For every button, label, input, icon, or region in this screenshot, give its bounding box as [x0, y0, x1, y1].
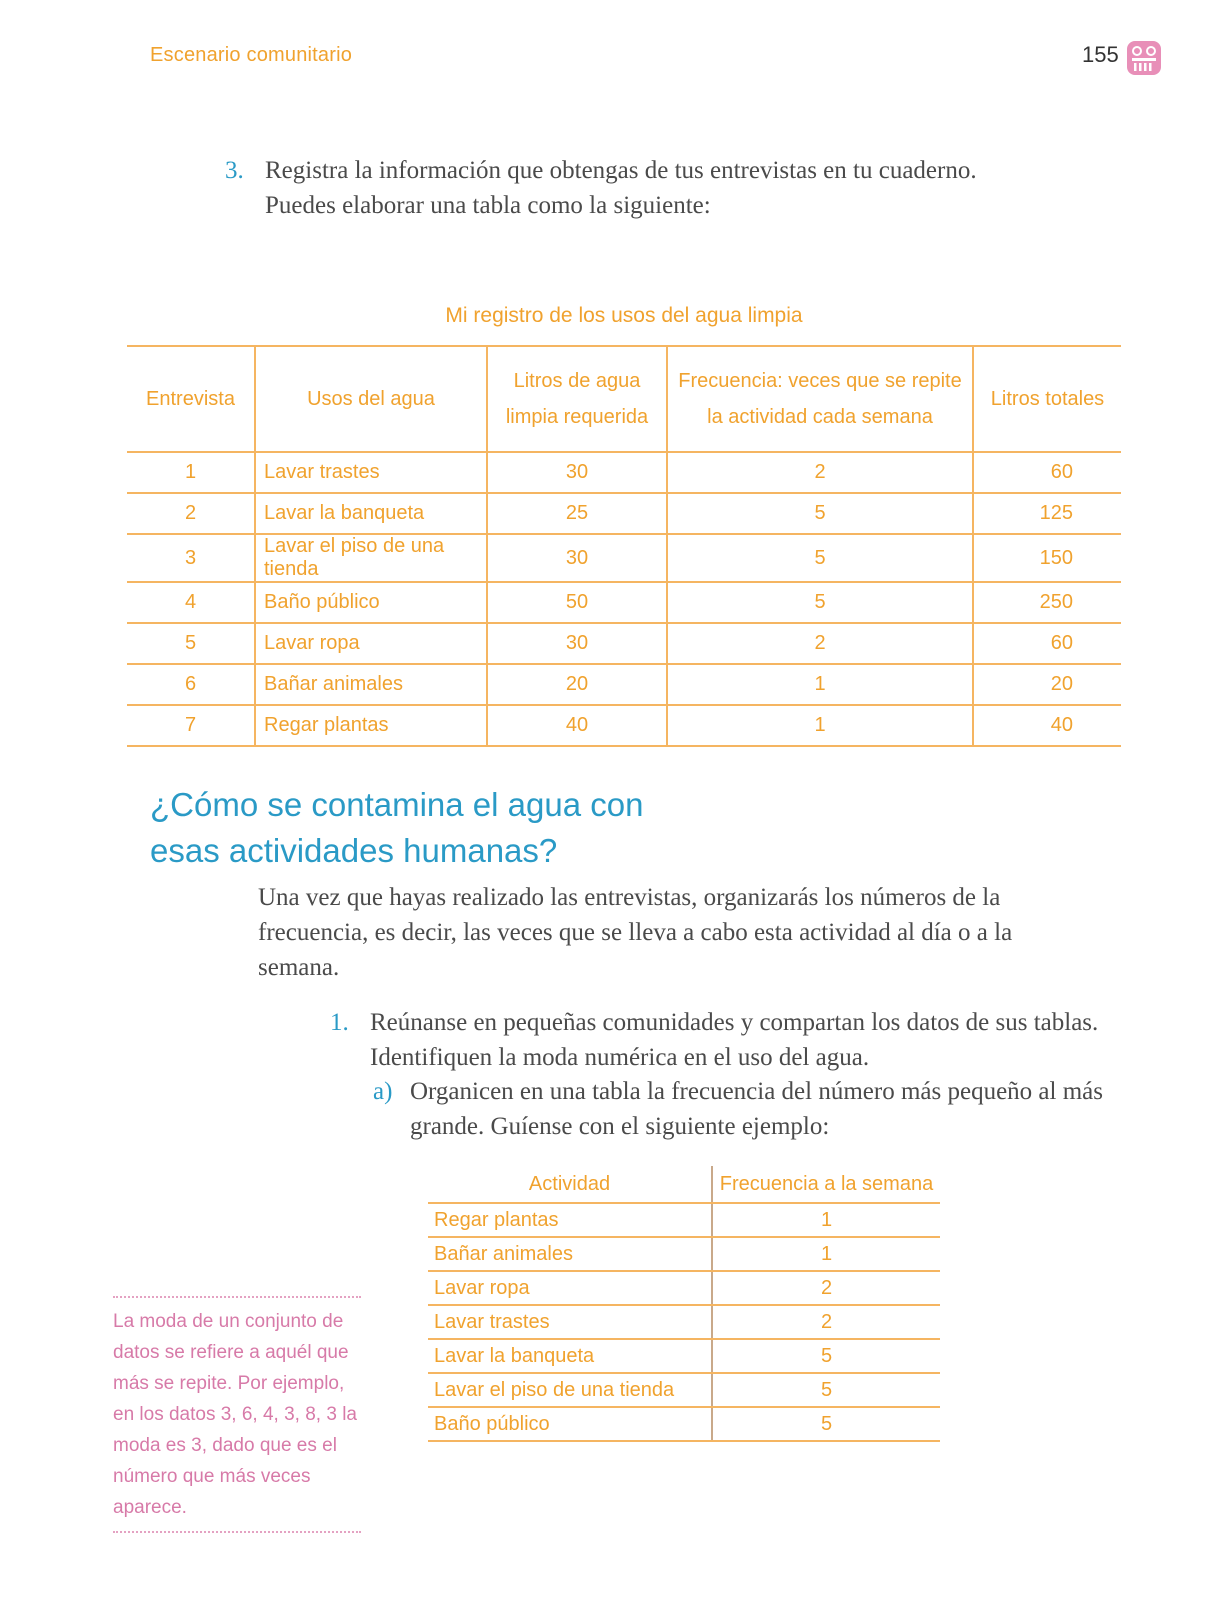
table-row: [127, 664, 1121, 705]
table-cell: 5: [667, 534, 973, 582]
column-header: Litros totales: [973, 346, 1121, 452]
column-header: Entrevista: [127, 346, 255, 452]
table-cell: 1: [712, 1203, 940, 1237]
table-row: [428, 1305, 940, 1339]
column-header: Litros de agua limpia requerida: [487, 346, 667, 452]
table-row: [428, 1237, 940, 1271]
table-cell: Lavar el piso de una tienda: [428, 1373, 712, 1407]
column-header: Actividad: [428, 1166, 712, 1203]
table-cell: 1: [127, 452, 255, 493]
table-cell: 40: [973, 705, 1121, 746]
table-cell: Lavar la banqueta: [428, 1339, 712, 1373]
table-cell: 1: [667, 705, 973, 746]
table-cell: Bañar animales: [428, 1237, 712, 1271]
table-cell: 20: [973, 664, 1121, 705]
frequency-table: [428, 1166, 940, 1442]
table-cell: Lavar el piso de una tienda: [255, 534, 487, 582]
item-text: Reúnanse en pequeñas comunidades y compartan los datos de sus tablas. Identifiquen la moda numérica en el uso del agua.: [370, 1009, 1099, 1071]
table-cell: Baño público: [255, 582, 487, 623]
table-row: [127, 493, 1121, 534]
table-title: Mi registro de los usos del agua limpia: [445, 304, 803, 327]
table-cell: 30: [487, 452, 667, 493]
table-cell: 30: [487, 534, 667, 582]
table-cell: 30: [487, 623, 667, 664]
table-cell: 150: [973, 534, 1121, 582]
table-cell: 3: [127, 534, 255, 582]
table-cell: 2: [667, 623, 973, 664]
table-cell: 5: [667, 582, 973, 623]
section-heading: [150, 782, 643, 874]
instruction-item-1a: [373, 1074, 1153, 1144]
table-cell: 5: [712, 1373, 940, 1407]
table-cell: 6: [127, 664, 255, 705]
table-cell: 20: [487, 664, 667, 705]
table-row: [428, 1407, 940, 1441]
table-cell: Lavar trastes: [428, 1305, 712, 1339]
table-cell: 50: [487, 582, 667, 623]
table-cell: 40: [487, 705, 667, 746]
instruction-item-1: [330, 1005, 1150, 1075]
item-letter: a): [373, 1078, 393, 1105]
table-header-row: [428, 1166, 940, 1203]
table-cell: Lavar ropa: [428, 1271, 712, 1305]
table-header-row: [127, 346, 1121, 452]
item-number: 1.: [330, 1009, 349, 1036]
column-header: Frecuencia: veces que se repite la actividad cada semana: [667, 346, 973, 452]
heading-line: esas actividades humanas?: [150, 832, 558, 869]
item-text: Registra la información que obtengas de tus entrevistas en tu cuaderno. Puedes elaborar una tabla como la siguiente:: [265, 157, 977, 219]
table-row: [428, 1373, 940, 1407]
page-number: 155: [1082, 42, 1119, 67]
table-cell: 5: [667, 493, 973, 534]
table-cell: Regar plantas: [255, 705, 487, 746]
column-header: Usos del agua: [255, 346, 487, 452]
item-number: 3.: [225, 157, 244, 184]
table-row: [127, 534, 1121, 582]
table-cell: Lavar ropa: [255, 623, 487, 664]
intro-paragraph: Una vez que hayas realizado las entrevistas, organizarás los números de la frecuencia, es decir, las veces que se lleva a cabo esta actividad al día o a la semana.: [258, 884, 1013, 981]
pink-glyph-icon: [1126, 40, 1162, 76]
table-cell: Lavar la banqueta: [255, 493, 487, 534]
item-text: Organicen en una tabla la frecuencia del número más pequeño al más grande. Guíense con el siguiente ejemplo:: [410, 1078, 1103, 1140]
table-cell: 2: [667, 452, 973, 493]
table-cell: 2: [127, 493, 255, 534]
side-note: La moda de un conjunto de datos se refiere a aquél que más se repite. Por ejemplo, en los datos 3, 6, 4, 3, 8, 3 la moda es 3, dado que es el número que más veces aparece.: [113, 1296, 361, 1533]
table-row: [127, 623, 1121, 664]
table-cell: 60: [973, 452, 1121, 493]
table-cell: 25: [487, 493, 667, 534]
table-row: [127, 582, 1121, 623]
column-header: Frecuencia a la semana: [712, 1166, 940, 1203]
table-cell: 4: [127, 582, 255, 623]
table-cell: Lavar trastes: [255, 452, 487, 493]
section-label: Escenario comunitario: [150, 44, 353, 66]
table-cell: 2: [712, 1305, 940, 1339]
table-cell: Bañar animales: [255, 664, 487, 705]
table-cell: 5: [127, 623, 255, 664]
table-row: [127, 452, 1121, 493]
table-row: [428, 1203, 940, 1237]
table-cell: 1: [712, 1237, 940, 1271]
table-cell: 7: [127, 705, 255, 746]
water-usage-table: [127, 345, 1121, 747]
table-cell: 60: [973, 623, 1121, 664]
table-row: [428, 1339, 940, 1373]
table-cell: 5: [712, 1407, 940, 1441]
table-cell: Baño público: [428, 1407, 712, 1441]
table-cell: 2: [712, 1271, 940, 1305]
table-cell: 125: [973, 493, 1121, 534]
table-cell: 250: [973, 582, 1121, 623]
table-cell: 1: [667, 664, 973, 705]
instruction-item-3: [225, 153, 985, 223]
table-row: [127, 705, 1121, 746]
table-cell: Regar plantas: [428, 1203, 712, 1237]
table-cell: 5: [712, 1339, 940, 1373]
heading-line: ¿Cómo se contamina el agua con: [150, 786, 644, 823]
table-row: [428, 1271, 940, 1305]
